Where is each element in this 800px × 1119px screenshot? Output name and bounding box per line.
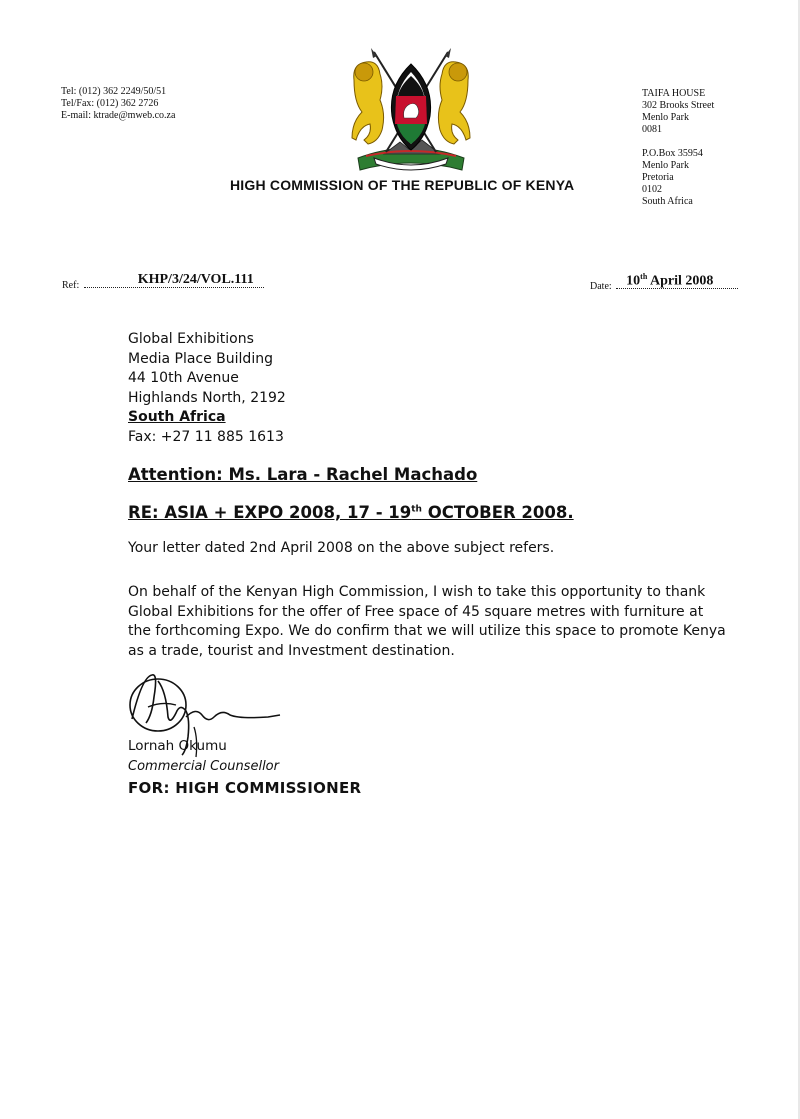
address-line: Global Exhibitions xyxy=(128,331,254,347)
subject-rest: OCTOBER 2008. xyxy=(421,503,574,522)
address-line: TAIFA HOUSE xyxy=(642,88,706,99)
date-value xyxy=(626,272,713,290)
recipient-country: South Africa xyxy=(128,409,226,426)
date-label: Date: xyxy=(590,281,612,292)
date-suffix: th xyxy=(640,272,648,281)
address-line: Media Place Building xyxy=(128,350,273,367)
address-line: Highlands North, 2192 xyxy=(128,389,286,406)
address-line: South Africa xyxy=(642,196,693,207)
subject-prefix: RE: ASIA + EXPO 2008, 17 - 19 xyxy=(128,503,412,522)
address-line: 44 10th Avenue xyxy=(128,370,239,387)
address-line: P.O.Box 35954 xyxy=(642,148,703,159)
date-day: 10 xyxy=(626,273,641,289)
contact-info-right xyxy=(642,88,714,208)
address-line: 0102 xyxy=(642,184,662,195)
address-line: Menlo Park xyxy=(642,112,689,123)
subject-line xyxy=(128,503,574,522)
body-paragraph-1: Your letter dated 2nd April 2008 on the above subject refers. xyxy=(128,540,555,556)
contact-line: Tel/Fax: (012) 362 2726 xyxy=(61,98,159,109)
ref-value: KHP/3/24/VOL.111 xyxy=(137,272,254,287)
for-high-commissioner: FOR: HIGH COMMISSIONER xyxy=(128,779,362,797)
contact-line: E-mail: ktrade@mweb.co.za xyxy=(61,110,176,121)
subject-suffix: th xyxy=(411,504,422,515)
ref-dotted-line xyxy=(84,272,264,288)
letterhead-title: HIGH COMMISSION OF THE REPUBLIC OF KENYA xyxy=(230,177,575,193)
address-line xyxy=(642,136,714,148)
recipient-address xyxy=(128,330,286,448)
address-line: Menlo Park xyxy=(642,160,689,171)
signer-name: Lornah Okumu xyxy=(128,738,227,754)
coat-of-arms-icon xyxy=(344,46,478,174)
ref-label: Ref: xyxy=(62,280,80,291)
address-line: Pretoria xyxy=(642,172,674,183)
signer-title: Commercial Counsellor xyxy=(128,759,279,774)
address-line: 302 Brooks Street xyxy=(642,100,715,111)
reference-line xyxy=(62,272,264,291)
address-line: 0081 xyxy=(642,124,662,135)
recipient-fax: Fax: +27 11 885 1613 xyxy=(128,428,284,445)
date-line xyxy=(590,272,738,292)
attention-line: Attention: Ms. Lara - Rachel Machado xyxy=(128,465,478,484)
contact-line: Tel: (012) 362 2249/50/51 xyxy=(61,86,167,97)
contact-info-left xyxy=(61,86,175,122)
date-rest: April 2008 xyxy=(647,273,714,289)
date-dotted-line xyxy=(616,272,738,289)
body-paragraph-2: On behalf of the Kenyan High Commission, I wish to take this opportunity to thank Global Exhibitions for the offer of Free space of 45 square metres with furniture at the forthcoming Expo. We do confirm that we will utilize this space to promote Kenya as a trade, tourist and Investment destination. xyxy=(128,584,726,659)
